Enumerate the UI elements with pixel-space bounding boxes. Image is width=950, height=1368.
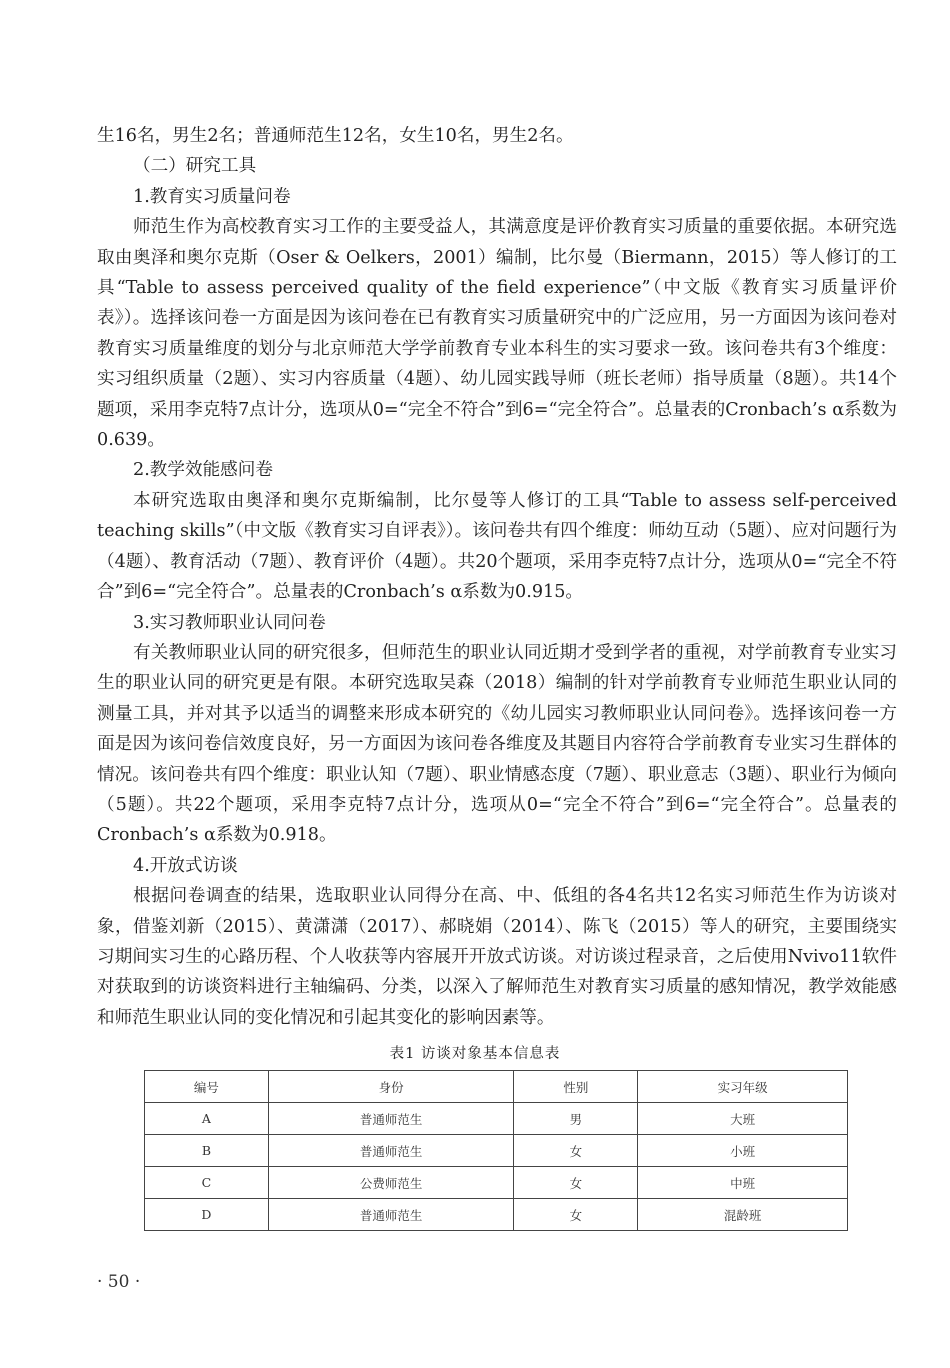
table-row	[145, 1167, 848, 1199]
page-number: · 50 ·	[97, 1272, 141, 1292]
table-cell: 混龄班	[638, 1199, 848, 1231]
paragraph-continuation: 生16名，男生2名；普通师范生12名，女生10名，男生2名。	[97, 126, 574, 146]
paragraph-internship-quality: 师范生作为高校教育实习工作的主要受益人，其满意度是评价教育实习质量的重要依据。本研究选取由奥泽和奥尔克斯（Oser & Oelkers，2001）编制，比尔曼（Biermann，2015）等人修订的工具“Table to assess perceived quality of the field experience”（中文版《教育实习质量评价表》）。选择该问卷一方面是因为该问卷在已有教育实习质量研究中的广泛应用，另一方面因为该问卷对教育实习质量维度的划分与北京师范大学学前教育专业本科生的实习要求一致。该问卷共有3个维度：实习组织质量（2题）、实习内容质量（4题）、幼儿园实践导师（班长老师）指导质量（8题）。共14个题项，采用李克特7点计分，选项从0=“完全不符合”到6=“完全符合”。总量表的Cronbach’s α系数为0.639。	[97, 217, 897, 451]
table-cell: B	[145, 1135, 269, 1167]
table-cell: D	[145, 1199, 269, 1231]
paragraph-professional-identity: 有关教师职业认同的研究很多，但师范生的职业认同近期才受到学者的重视，对学前教育专业实习生的职业认同的研究更是有限。本研究选取吴森（2018）编制的针对学前教育专业师范生职业认同的测量工具，并对其予以适当的调整来形成本研究的《幼儿园实习教师职业认同问卷》。选择该问卷一方面是因为该问卷信效度良好，另一方面因为该问卷各维度及其题目内容符合学前教育专业实习生群体的情况。该问卷共有四个维度：职业认知（7题）、职业情感态度（7题）、职业意志（3题）、职业行为倾向（5题）。共22个题项，采用李克特7点计分，选项从0=“完全不符合”到6=“完全符合”。总量表的Cronbach’s α系数为0.918。	[97, 642, 897, 846]
table-cell: 公费师范生	[268, 1167, 514, 1199]
table-cell: 普通师范生	[268, 1103, 514, 1135]
table-row	[145, 1199, 848, 1231]
table-cell: 中班	[638, 1167, 848, 1199]
table-header-row	[145, 1071, 848, 1103]
table-cell: 女	[514, 1199, 638, 1231]
table-cell: A	[145, 1103, 269, 1135]
header-cell-gender: 性别	[514, 1071, 638, 1103]
subheading-professional-identity: 3.实习教师职业认同问卷	[133, 612, 326, 633]
table-cell: 普通师范生	[268, 1199, 514, 1231]
subheading-internship-quality: 1.教育实习质量问卷	[133, 186, 291, 207]
table-caption: 表1 访谈对象基本信息表	[389, 1046, 561, 1062]
paragraph-teaching-efficacy: 本研究选取由奥泽和奥尔克斯编制，比尔曼等人修订的工具“Table to assess self-perceived teaching skills”（中文版《教育实习自评表》）。该问卷共有四个维度：师幼互动（5题）、应对问题行为（4题）、教育活动（7题）、教育评价（4题）。共20个题项，采用李克特7点计分，选项从0=“完全不符合”到6=“完全符合”。总量表的Cronbach’s α系数为0.915。	[97, 490, 897, 603]
body-text	[97, 121, 897, 1033]
section-heading-research-tools: （二）研究工具	[133, 156, 257, 177]
header-cell-id: 编号	[145, 1071, 269, 1103]
subheading-open-interview: 4.开放式访谈	[133, 855, 238, 876]
subheading-teaching-efficacy: 2.教学效能感问卷	[133, 460, 273, 481]
table-row	[145, 1103, 848, 1135]
interviewee-info-table	[144, 1070, 848, 1231]
header-cell-grade: 实习年级	[638, 1071, 848, 1103]
table-cell: 小班	[638, 1135, 848, 1167]
header-cell-identity: 身份	[268, 1071, 514, 1103]
table-cell: 女	[514, 1167, 638, 1199]
table-cell: 大班	[638, 1103, 848, 1135]
table-cell: 女	[514, 1135, 638, 1167]
table-cell: 男	[514, 1103, 638, 1135]
table-row	[145, 1135, 848, 1167]
paragraph-open-interview: 根据问卷调查的结果，选取职业认同得分在高、中、低组的各4名共12名实习师范生作为访谈对象，借鉴刘新（2015）、黄潇潇（2017）、郝晓娟（2014）、陈飞（2015）等人的研究，主要围绕实习期间实习生的心路历程、个人收获等内容展开开放式访谈。对访谈过程录音，之后使用Nvivo11软件对获取到的访谈资料进行主轴编码、分类，以深入了解师范生对教育实习质量的感知情况，教学效能感和师范生职业认同的变化情况和引起其变化的影响因素等。	[97, 886, 897, 1028]
table-cell: 普通师范生	[268, 1135, 514, 1167]
table-cell: C	[145, 1167, 269, 1199]
